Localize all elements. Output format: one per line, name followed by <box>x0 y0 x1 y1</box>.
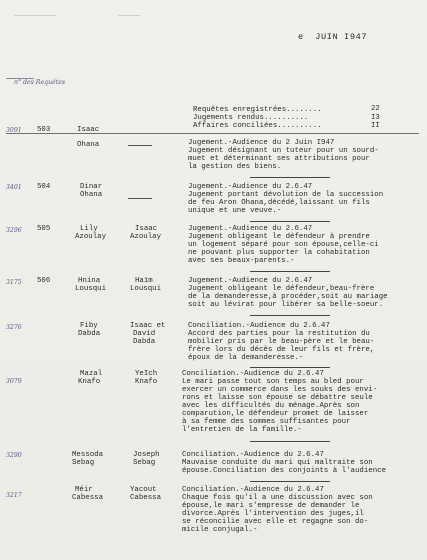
handwritten-ref: 3276 <box>6 324 22 331</box>
party1-line: Ohana <box>77 141 100 149</box>
party1-line: Cabessa <box>72 494 104 502</box>
party2-line: Lousqui <box>130 285 162 293</box>
party2-line: Knafo <box>135 378 158 386</box>
entry-text-line: soit au lévirat pour libérer sa belle-soeur. <box>188 301 384 309</box>
summary-value: 22 <box>371 105 380 113</box>
entry-text-line: avec les difficultés du ménage.Après son <box>182 402 360 410</box>
party1-line: Hnina <box>78 277 101 285</box>
entry-text-line: époux de la demanderesse.- <box>188 354 304 362</box>
party1-line: Lily <box>80 225 98 233</box>
entry-text-line: Jugement obligeant le défendeur,beau-frère <box>188 285 375 293</box>
party2-line: Sebag <box>133 459 156 467</box>
party1-line: Lousqui <box>75 285 107 293</box>
entry-text-line: Conciliation.-Audience du 2.6.47 <box>182 486 324 494</box>
party2-line: Joseph <box>133 451 160 459</box>
party1-line: Dinar <box>80 183 103 191</box>
entry-text-line: divorce.Après l'intervention des juges,il <box>182 510 364 518</box>
summary-label: Jugements rendus.......... <box>193 114 309 122</box>
party1-line: Fiby <box>80 322 98 330</box>
entry-separator <box>250 441 330 442</box>
party1-line: Messoda <box>72 451 104 459</box>
entry-text-line: se réconcilie avec elle et regagne son do- <box>182 518 369 526</box>
entry-text-line: épouse.Conciliation des conjoints à l'audience <box>182 467 387 475</box>
entry-separator <box>250 221 330 222</box>
entry-text-line: exercer un commerce dans les souks des envi- <box>182 386 378 394</box>
party2-line: Cabessa <box>130 494 162 502</box>
party1-line: Dabda <box>78 330 101 338</box>
entry-text-line: Jugement.-Audience du 2.6.47 <box>188 225 313 233</box>
handwritten-ref: 3217 <box>6 492 22 499</box>
faint-line <box>14 15 56 16</box>
table-top-rule <box>6 133 419 134</box>
entry-separator <box>250 271 330 272</box>
entry-number: 504 <box>37 183 51 191</box>
handwritten-ref: 3401 <box>6 184 22 191</box>
party2-line: Dabda <box>133 338 156 346</box>
entry-number: 505 <box>37 225 51 233</box>
entry-text-line: la gestion des biens. <box>188 163 282 171</box>
entry-text-line: Jugement.-Audience du 2.6.47 <box>188 277 313 285</box>
entry-text-line: Mauvaise conduite du mari qui maltraite son <box>182 459 373 467</box>
summary-label: Affaires conciliées.......... <box>193 122 322 130</box>
party1-line: Sebag <box>72 459 95 467</box>
entry-text-line: Jugement portant dévolution de la succession <box>188 191 384 199</box>
empty-party-dash <box>128 198 152 199</box>
margin-note: n° des Requêtes <box>14 79 66 86</box>
entry-text-line: Conciliation.-Audience du 2.6.47 <box>182 451 324 459</box>
handwritten-ref: 3296 <box>6 227 22 234</box>
entry-separator <box>250 367 330 368</box>
entry-text-line: Accord des parties pour la restitution du <box>188 330 370 338</box>
entry-text-line: un logement séparé pour son épouse,celle-ci <box>188 241 379 249</box>
entry-text-line: micile conjugal.- <box>182 526 258 534</box>
entry-text-line: de la demanderesse,à procéder,soit au mariage <box>188 293 388 301</box>
entry-text-line: Jugement.-Audience du 2.6.47 <box>188 183 313 191</box>
entry-text-line: unique et une veuve.- <box>188 207 282 215</box>
party2-line: Haïm <box>135 277 153 285</box>
party1-line: Azoulay <box>75 233 107 241</box>
entry-text-line: mobilier pris par le beau-père et le beau- <box>188 338 375 346</box>
handwritten-ref: 3175 <box>6 279 22 286</box>
entry-text-line: avec ses beaux-parents.- <box>188 257 295 265</box>
party1-line: Méir <box>75 486 93 494</box>
party2-line: Isaac <box>135 225 158 233</box>
party2-line: YeIch <box>135 370 158 378</box>
entry-text-line: rons et laisse son épouse se débattre seule <box>182 394 373 402</box>
party2-line: Yacout <box>130 486 157 494</box>
entry-separator <box>250 315 330 316</box>
entry-number: 503 <box>37 126 51 134</box>
entry-text-line: Jugement.-Audience du 2 Juin I947 <box>188 139 335 147</box>
summary-label: Requêtes enregistrées........ <box>193 106 322 114</box>
entry-text-line: épouse,le mari s'empresse de demander le <box>182 502 360 510</box>
entry-text-line: Jugement obligeant le défendeur à prendre <box>188 233 370 241</box>
entry-text-line: muet et déterminant ses attributions pour <box>188 155 370 163</box>
summary-value: I3 <box>371 114 380 122</box>
entry-text-line: frère lors du décès de leur fils et frère, <box>188 346 375 354</box>
party2-line: David <box>133 330 156 338</box>
entry-number: 506 <box>37 277 51 285</box>
entry-text-line: ne pouvant plus supporter la cohabitation <box>188 249 370 257</box>
summary-value: II <box>371 122 380 130</box>
entry-text-line: l'entretien de la famille.- <box>182 426 302 434</box>
entry-text-line: Jugement désignant un tuteur pour un sourd- <box>188 147 379 155</box>
party2-line: Isaac et <box>130 322 166 330</box>
entry-text-line: comparution,le défendeur promet de laisser <box>182 410 369 418</box>
party1-line: Knafo <box>78 378 101 386</box>
party1-line: Isaac <box>77 126 100 134</box>
entry-text-line: Conciliation.-Audience du 2.6.47 <box>188 322 330 330</box>
entry-separator <box>250 481 330 482</box>
entry-text-line: Le mari passe tout son temps au bled pour <box>182 378 364 386</box>
handwritten-ref: 3290 <box>6 452 22 459</box>
entry-text-line: Conciliation.-Audience du 2.6.47 <box>182 370 324 378</box>
page-date: e JUIN I947 <box>298 32 368 42</box>
party2-line: Azoulay <box>130 233 162 241</box>
handwritten-ref: 3079 <box>6 378 22 385</box>
entry-text-line: de feu Aron Ohana,décédé,laissant un fils <box>188 199 370 207</box>
party1-line: Ohana <box>80 191 103 199</box>
party1-line: Mazal <box>80 370 103 378</box>
handwritten-ref: 3091 <box>6 127 22 134</box>
empty-party-dash <box>128 145 152 146</box>
entry-separator <box>250 177 330 178</box>
faint-line <box>118 15 140 16</box>
entry-text-line: Chaque fois qu'il a une discussion avec son <box>182 494 373 502</box>
entry-text-line: à sa femme des sommes suffisantes pour <box>182 418 351 426</box>
